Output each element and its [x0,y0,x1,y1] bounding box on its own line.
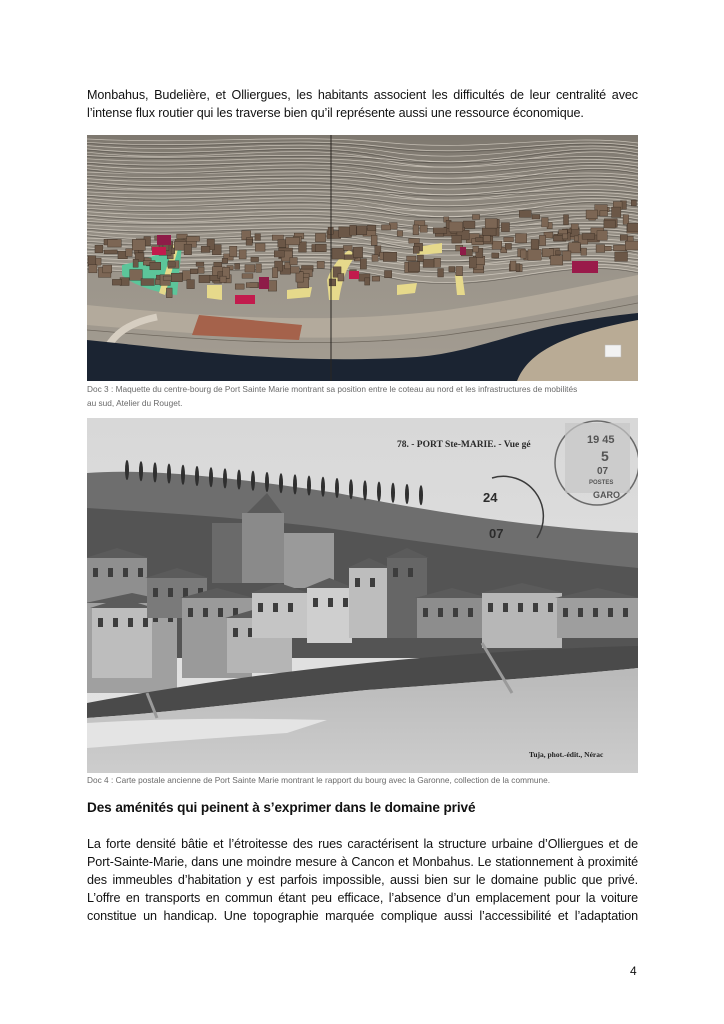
postcard-title: 78. - PORT Ste-MARIE. - Vue gé [397,440,531,450]
paragraph-line: Monbahus, Budelière, et Olliergues, les habitants associent les difficultés de leur centralité avec [87,88,638,102]
doc4-caption: Doc 4 : Carte postale ancienne de Port Sainte Marie montrant le rapport du bourg avec la Garonne, collection de la commune. [87,775,551,785]
paragraph-line: L’offre en transports en commun étant peu efficace, l’absence d’un emplacement pour la voiture [87,891,638,905]
postcard-illustration [87,418,638,773]
paragraph-line: constitue un handicap. Une topographie marquée complique aussi l’accessibilité et l’adaptation [87,909,638,923]
stamp-place: GARO [593,490,620,500]
section-paragraph [87,835,638,925]
doc4-postcard-photo [87,418,638,773]
postcard-credit: Tuja, phot.-édit., Nérac [529,750,604,759]
paragraph-line: des immeubles d’habitation y est parfois impossible, aussi bien sur le domaine public que privé. [87,873,638,887]
intro-paragraph [87,86,638,122]
caption-line: au sud, Atelier du Rouget. [87,398,183,408]
caption-line: Doc 3 : Maquette du centre-bourg de Port Sainte Marie montrant sa position entre le coteau au nord et les infrastructures de mobilités [87,384,578,394]
stamp-postes: POSTES [589,480,614,486]
postmark-year: 07 [489,526,504,541]
doc3-model-photo [87,135,638,381]
model-illustration [87,135,638,381]
page-number: 4 [630,964,637,978]
paragraph-line: La forte densité bâtie et l’étroitesse des rues caractérisent la structure urbaine d’Olliergues et de [87,837,638,851]
doc3-caption [87,382,643,410]
postmark-day: 24 [483,490,498,505]
paragraph-line: Port-Sainte-Marie, dans une moindre mesure à Cancon et Monbahus. Le stationnement à proximité [87,855,638,869]
stamp-value: 5 [601,448,609,464]
section-heading: Des aménités qui peinent à s’exprimer dans le domaine privé [87,800,476,815]
stamp-year: 07 [597,466,609,477]
paragraph-line: l’intense flux routier qui les traverse bien qu’il représente aussi une ressource économique. [87,106,584,120]
stamp-time: 19 45 [587,434,615,446]
